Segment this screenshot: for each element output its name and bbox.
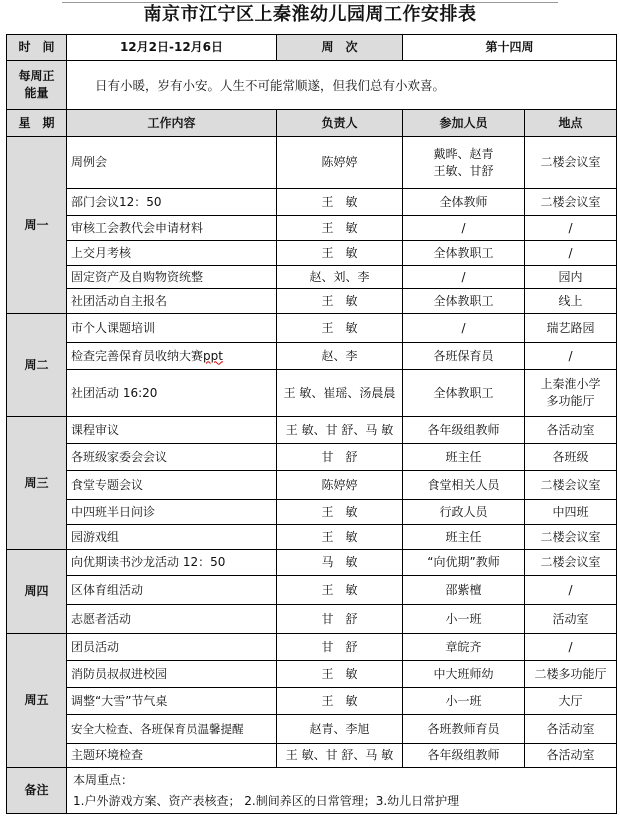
location-cell: 二楼会议室 <box>525 189 617 216</box>
participants-cell: 食堂相关人员 <box>403 471 525 500</box>
motto-text: 日有小暖，岁有小安。人生不可能常顺遂，但我们总有小欢喜。 <box>67 61 617 110</box>
location-cell: 各活动室 <box>525 744 617 768</box>
owner-cell: 陈婷婷 <box>277 137 403 189</box>
participants-cell: “向优期”教师 <box>403 550 525 576</box>
location-cell: 中四班 <box>525 500 617 525</box>
content-cell: 各班级家委会会议 <box>67 444 277 471</box>
location-cell: 瑞艺路园 <box>525 314 617 343</box>
col-day: 星 期 <box>7 110 67 137</box>
content-cell: 上交月考核 <box>67 241 277 266</box>
participants-cell: 戴晔、赵青 王敏、甘舒 <box>403 137 525 189</box>
time-label: 时 间 <box>7 35 67 61</box>
location-cell: 二楼会议室 <box>525 525 617 550</box>
column-header-row <box>7 110 617 137</box>
location-cell: 各班级 <box>525 444 617 471</box>
notes-label: 备注 <box>7 768 67 814</box>
content-cell: 团员活动 <box>67 634 277 661</box>
participants-cell: 班主任 <box>403 444 525 471</box>
location-cell: 二楼会议室 <box>525 550 617 576</box>
owner-cell: 王 敏 <box>277 216 403 241</box>
owner-cell: 陈婷婷 <box>277 471 403 500</box>
owner-cell: 王 敏 <box>277 525 403 550</box>
participants-cell: 各班教师育员 <box>403 715 525 744</box>
content-cell: 消防员叔叔进校园 <box>67 661 277 688</box>
notes-row <box>7 768 617 814</box>
owner-cell: 王 敏、甘 舒、马 敏 <box>277 744 403 768</box>
participants-cell: 全体教职工 <box>403 289 525 314</box>
spellcheck-underline: ppt <box>203 348 223 363</box>
content-cell: 调整“大雪”节气桌 <box>67 688 277 715</box>
day-label-fri: 周五 <box>7 634 67 768</box>
table-row <box>7 417 617 444</box>
participants-cell: 行政人员 <box>403 500 525 525</box>
notes-heading: 本周重点： <box>73 772 134 787</box>
owner-cell: 马 敏 <box>277 550 403 576</box>
participants-cell: / <box>403 216 525 241</box>
content-cell: 审核工会教代会申请材料 <box>67 216 277 241</box>
owner-cell: 赵、刘、李 <box>277 266 403 289</box>
location-cell: 线上 <box>525 289 617 314</box>
table-row <box>7 444 617 471</box>
owner-cell: 甘 舒 <box>277 444 403 471</box>
table-row <box>7 744 617 768</box>
content-cell: 主题环境检查 <box>67 744 277 768</box>
location-cell: 各活动室 <box>525 715 617 744</box>
participants-cell: 全体教师 <box>403 189 525 216</box>
content-cell: 食堂专题会议 <box>67 471 277 500</box>
owner-cell: 王 敏、甘 舒、马 敏 <box>277 417 403 444</box>
content-cell: 社团活动 16:20 <box>67 370 277 417</box>
owner-cell: 王 敏 <box>277 661 403 688</box>
participants-cell: / <box>403 266 525 289</box>
content-cell: 园游戏组 <box>67 525 277 550</box>
owner-cell: 王 敏 <box>277 688 403 715</box>
location-cell: 二楼多功能厅 <box>525 661 617 688</box>
location-cell: 二楼会议室 <box>525 137 617 189</box>
content-cell: 志愿者活动 <box>67 605 277 634</box>
notes-items: 1.户外游戏方案、资产表核查； 2.制间养区的日常管理；3.幼儿日常护理 <box>73 793 460 808</box>
table-row <box>7 688 617 715</box>
content-cell: 安全大检查、各班保育员温馨提醒 <box>67 715 277 744</box>
col-participants: 参加人员 <box>403 110 525 137</box>
content-cell: 区体育组活动 <box>67 576 277 605</box>
day-label-tue: 周二 <box>7 314 67 417</box>
content-cell: 固定资产及自购物资统整 <box>67 266 277 289</box>
week-label: 周 次 <box>277 35 403 61</box>
location-cell: / <box>525 216 617 241</box>
content-cell: 部门会议12：50 <box>67 189 277 216</box>
table-row <box>7 343 617 370</box>
motto-label: 每周正 能量 <box>7 61 67 110</box>
col-content: 工作内容 <box>67 110 277 137</box>
participants-cell: 各班保育员 <box>403 343 525 370</box>
table-row <box>7 550 617 576</box>
owner-cell: 甘 舒 <box>277 605 403 634</box>
day-label-wed: 周三 <box>7 417 67 550</box>
owner-cell: 王 敏 <box>277 500 403 525</box>
table-row <box>7 471 617 500</box>
table-row <box>7 266 617 289</box>
content-cell: 社团活动自主报名 <box>67 289 277 314</box>
content-cell: 检查完善保育员收纳大赛ppt <box>67 343 277 370</box>
participants-cell: 中大班师幼 <box>403 661 525 688</box>
owner-cell: 王 敏 <box>277 314 403 343</box>
table-row <box>7 370 617 417</box>
table-row <box>7 189 617 216</box>
notes-content <box>67 768 617 814</box>
location-cell: 活动室 <box>525 605 617 634</box>
day-label-thu: 周四 <box>7 550 67 634</box>
participants-cell: 小一班 <box>403 688 525 715</box>
table-row <box>7 216 617 241</box>
location-cell: / <box>525 576 617 605</box>
table-row <box>7 576 617 605</box>
table-row <box>7 605 617 634</box>
location-cell: 上秦淮小学 多功能厅 <box>525 370 617 417</box>
participants-cell: 全体教职工 <box>403 370 525 417</box>
motto-row <box>7 61 617 110</box>
col-owner: 负责人 <box>277 110 403 137</box>
content-cell: 市个人课题培训 <box>67 314 277 343</box>
location-cell: 园内 <box>525 266 617 289</box>
time-value: 12月2日-12月6日 <box>67 35 277 61</box>
participants-cell: 小一班 <box>403 605 525 634</box>
table-row <box>7 241 617 266</box>
location-cell: 大厅 <box>525 688 617 715</box>
location-cell: 二楼会议室 <box>525 471 617 500</box>
participants-cell: 各年级组教师 <box>403 744 525 768</box>
participants-cell: / <box>403 314 525 343</box>
owner-cell: 王 敏 <box>277 189 403 216</box>
content-cell: 中四班半日问诊 <box>67 500 277 525</box>
content-cell: 周例会 <box>67 137 277 189</box>
participants-cell: 各年级组教师 <box>403 417 525 444</box>
owner-cell: 赵、李 <box>277 343 403 370</box>
page-title: 南京市江宁区上秦淮幼儿园周工作安排表 <box>143 4 477 25</box>
participants-cell: 邵紫檀 <box>403 576 525 605</box>
location-cell: / <box>525 634 617 661</box>
owner-cell: 赵青、李旭 <box>277 715 403 744</box>
owner-cell: 王 敏 <box>277 289 403 314</box>
table-row <box>7 525 617 550</box>
content-cell: 课程审议 <box>67 417 277 444</box>
table-row <box>7 314 617 343</box>
location-cell: / <box>525 241 617 266</box>
participants-cell: 班主任 <box>403 525 525 550</box>
table-row <box>7 289 617 314</box>
table-row <box>7 634 617 661</box>
owner-cell: 王 敏、崔瑶、汤晨晨 <box>277 370 403 417</box>
owner-cell: 王 敏 <box>277 576 403 605</box>
day-label-mon: 周一 <box>7 137 67 314</box>
location-cell: / <box>525 343 617 370</box>
col-location: 地点 <box>525 110 617 137</box>
owner-cell: 王 敏 <box>277 241 403 266</box>
owner-cell: 甘 舒 <box>277 634 403 661</box>
table-row <box>7 715 617 744</box>
participants-cell: 章皖齐 <box>403 634 525 661</box>
location-cell: 各活动室 <box>525 417 617 444</box>
table-row <box>7 500 617 525</box>
table-row <box>7 137 617 189</box>
header-row <box>7 35 617 61</box>
content-cell: 向优期读书沙龙活动 12：50 <box>67 550 277 576</box>
week-value: 第十四周 <box>403 35 617 61</box>
table-row <box>7 661 617 688</box>
participants-cell: 全体教职工 <box>403 241 525 266</box>
schedule-table <box>6 34 617 814</box>
